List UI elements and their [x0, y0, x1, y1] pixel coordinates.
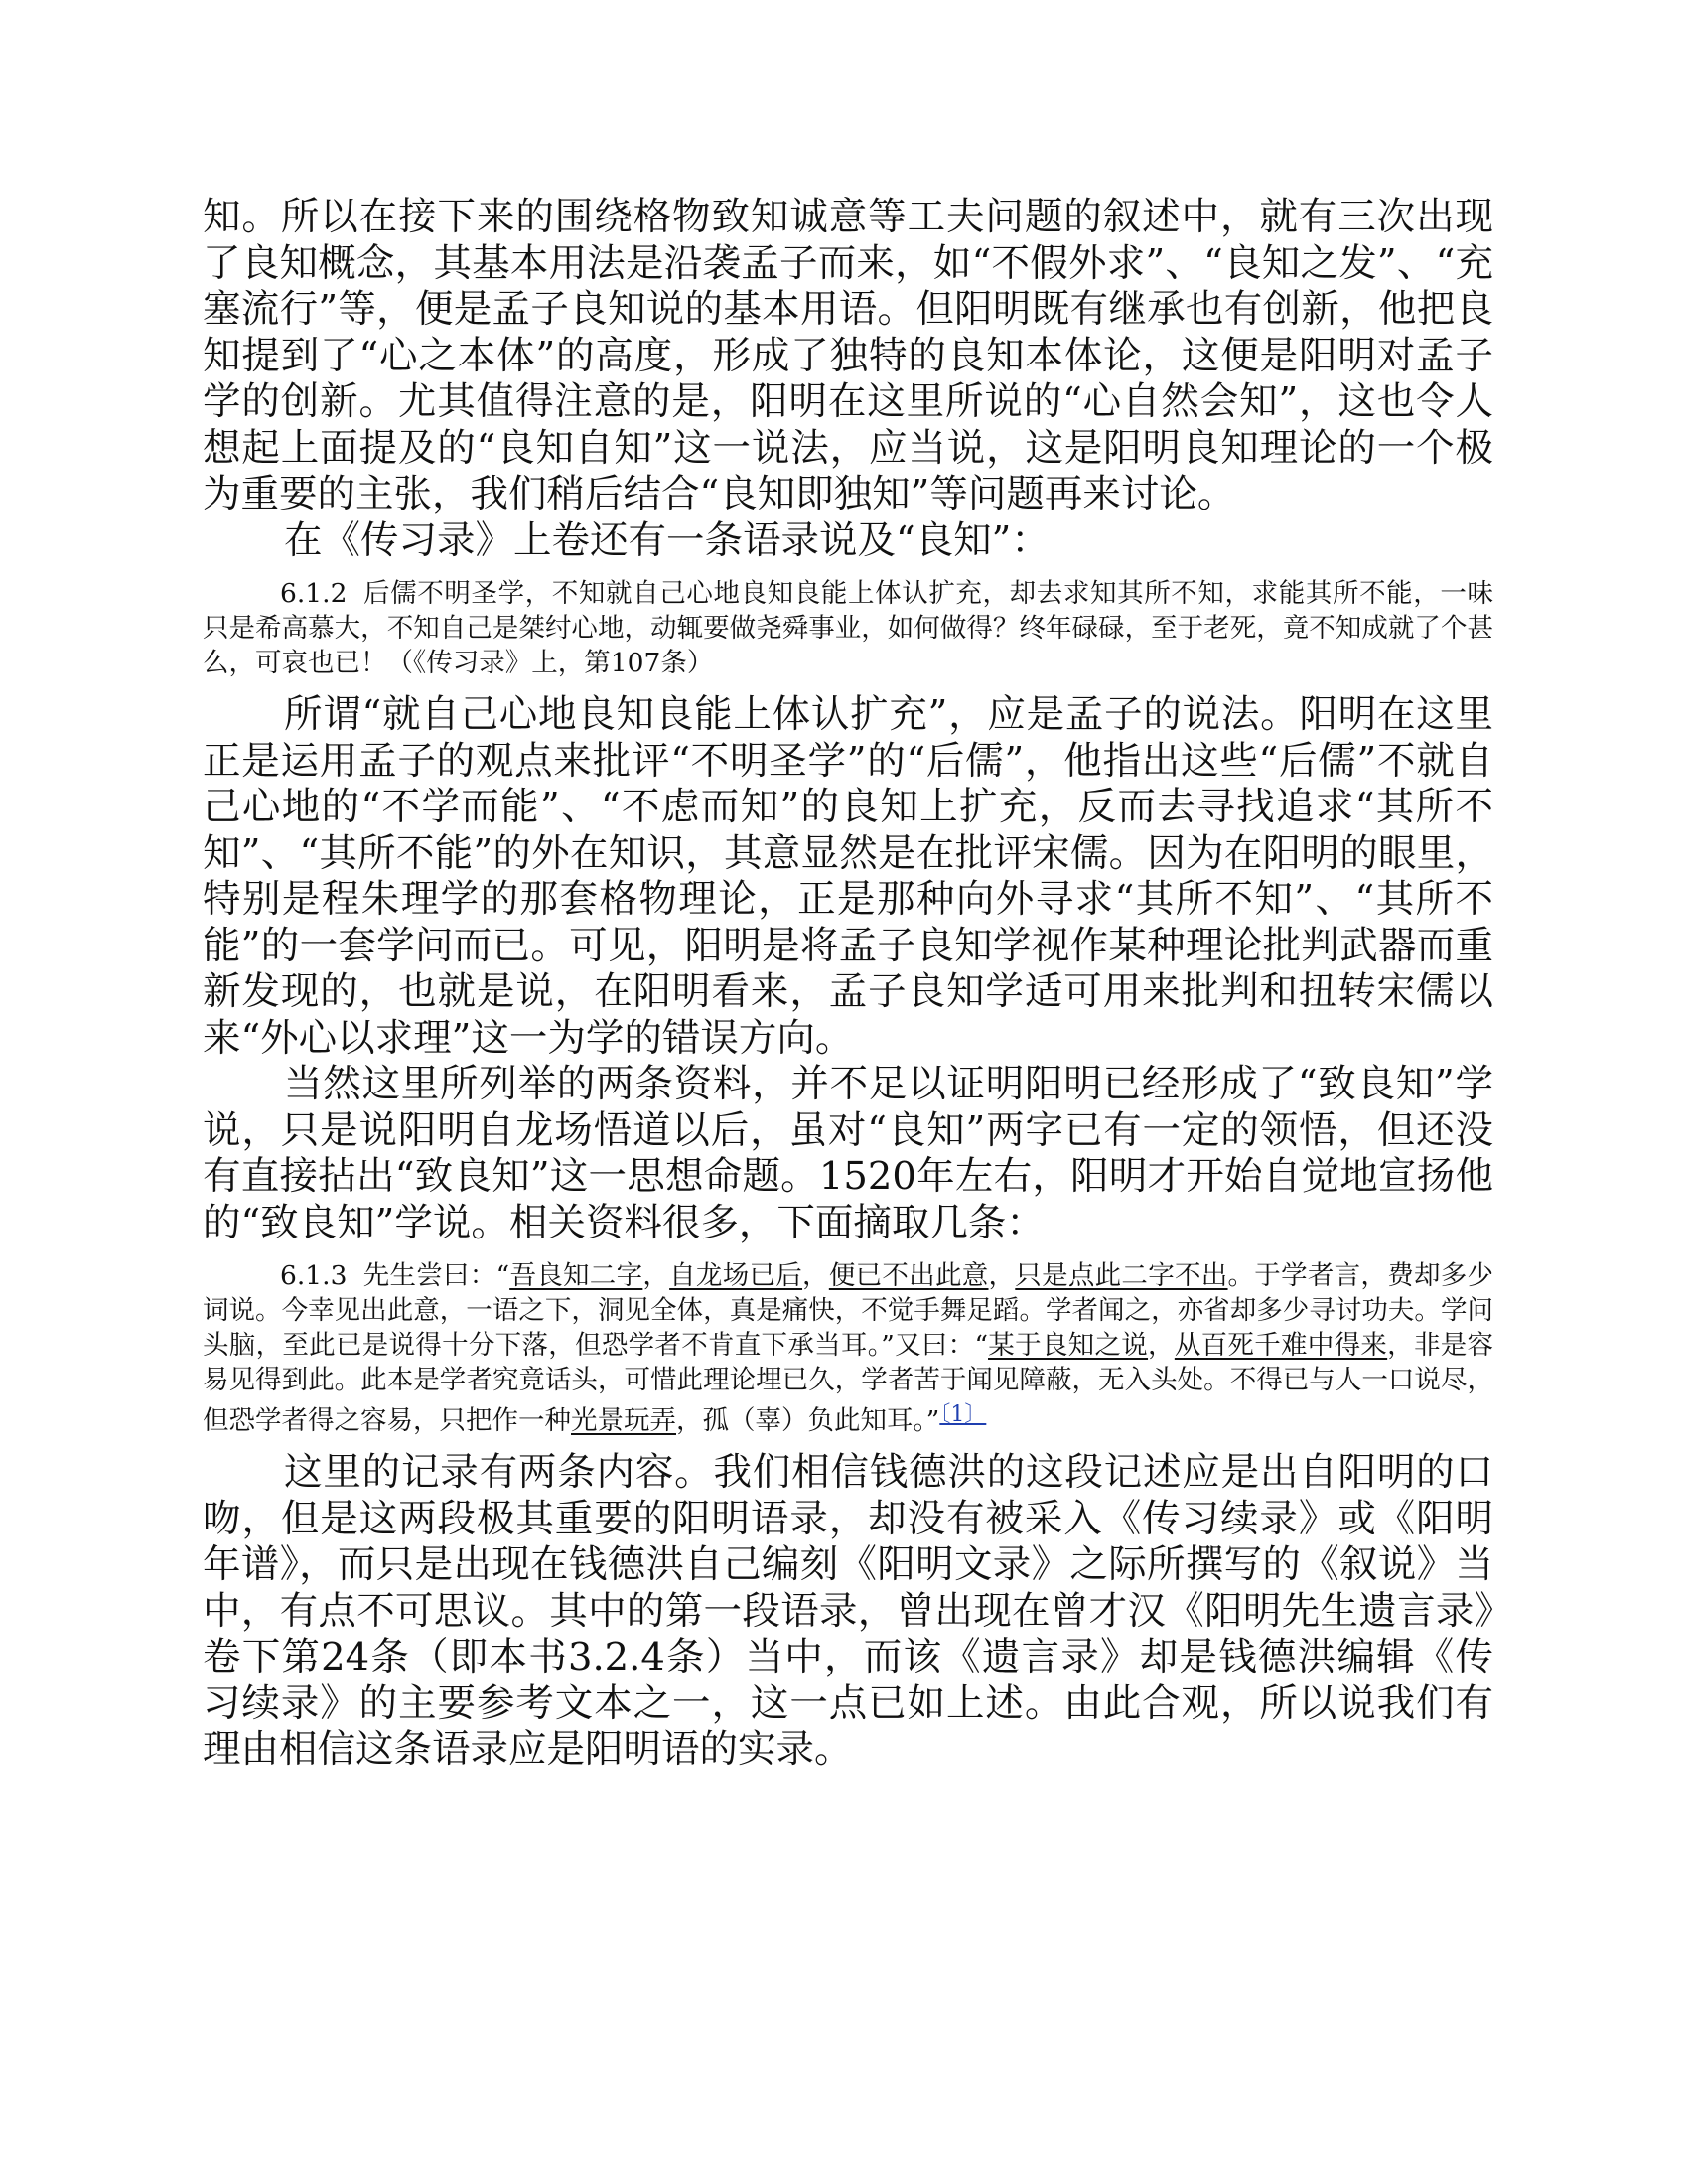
quote-text-segment: ，非是容易见得到此。此本是学者究竟话头，可惜此理论埋已久，学者苦于闻见障蔽，无入头处。不得已与人一口说尽，但恐学者得之容易，只把作一种 — [203, 1330, 1494, 1436]
quote-text-segment: ， — [1148, 1330, 1175, 1361]
quote-6-1-3 — [203, 1258, 1493, 1438]
quote-text-segment: ，孤（辜）负此知耳。” — [676, 1405, 940, 1436]
paragraph-1: 知。所以在接下来的围绕格物致知诚意等工夫问题的叙述中，就有三次出现了良知概念，其基本用法是沿袭孟子而来，如“不假外求”、“良知之发”、“充塞流行”等，便是孟子良知说的基本用语。但阳明既有继承也有创新，他把良知提到了“心之本体”的高度，形成了独特的良知本体论，这便是阳明对孟子学的创新。尤其值得注意的是，阳明在这里所说的“心自然会知”，这也令人想起上面提及的“良知自知”这一说法，应当说，这是阳明良知理论的一个极为重要的主张，我们稍后结合“良知即独知”等问题再来讨论。 — [203, 195, 1493, 516]
quote-6-1-2 — [203, 576, 1493, 680]
document-page — [203, 195, 1493, 1774]
quote-text-segment: 先生尝曰：“ — [362, 1260, 510, 1291]
underlined-phrase: 从百死千难中得来 — [1174, 1330, 1388, 1361]
underlined-phrase: 吾良知二字 — [509, 1260, 643, 1291]
paragraph-5: 这里的记录有两条内容。我们相信钱德洪的这段记述应是出自阳明的口吻，但是这两段极其重要的阳明语录，却没有被采入《传习续录》或《阳明年谱》，而只是出现在钱德洪自己编刻《阳明文录》之际所撰写的《叙说》当中，有点不可思议。其中的第一段语录，曾出现在曾才汉《阳明先生遗言录》卷下第24条（即本书3.2.4条）当中，而该《遗言录》却是钱德洪编辑《传习续录》的主要参考文本之一，这一点已如上述。由此合观，所以说我们有理由相信这条语录应是阳明语的实录。 — [203, 1450, 1493, 1772]
underlined-phrase: 自龙场已后 — [669, 1260, 803, 1291]
paragraph-2: 在《传习录》上卷还有一条语录说及“良知”： — [284, 517, 1050, 563]
paragraph-3: 所谓“就自己心地良知良能上体认扩充”，应是孟子的说法。阳明在这里正是运用孟子的观点来批评“不明圣学”的“后儒”，他指出这些“后儒”不就自己心地的“不学而能”、“不虑而知”的良知上扩充，反而去寻找追求“其所不知”、“其所不能”的外在知识，其意显然是在批评宋儒。因为在阳明的眼里，特别是程朱理学的那套格物理论，正是那种向外寻求“其所不知”、“其所不能”的一套学问而已。可见，阳明是将孟子良知学视作某种理论批判武器而重新发现的，也就是说，在阳明看来，孟子良知学适可用来批判和扭转宋儒以来“外心以求理”这一为学的错误方向。 — [203, 692, 1493, 1061]
quote-number: 6.1.3 — [280, 1260, 348, 1291]
quote-text-segment: ， — [642, 1260, 670, 1291]
quote-text-segment: 。于学者言，费却多少词说。今幸见出此意，一语之下，洞见全体，真是痛快，不觉手舞足蹈。学者闻之，亦省却多少寻讨功夫。学问头脑，至此已是说得十分下落，但恐学者不肯直下承当耳。”又曰：“ — [203, 1260, 1494, 1361]
underlined-phrase: 便已不出此意 — [828, 1260, 989, 1291]
underlined-phrase: 某于良知之说 — [988, 1330, 1149, 1361]
quote-number: 6.1.2 — [280, 578, 348, 609]
quote-text-segment: ， — [988, 1260, 1016, 1291]
paragraph-4: 当然这里所列举的两条资料，并不足以证明阳明已经形成了“致良知”学说，只是说阳明自龙场悟道以后，虽对“良知”两字已有一定的领悟，但还没有直接拈出“致良知”这一思想命题。1520年左右，阳明才开始自觉地宣扬他的“致良知”学说。相关资料很多，下面摘取几条： — [203, 1062, 1493, 1245]
quote-text: 后儒不明圣学，不知就自己心地良知良能上体认扩充，却去求知其所不知，求能其所不能，一味只是希高慕大，不知自己是桀纣心地，动辄要做尧舜事业，如何做得？终年碌碌，至于老死，竟不知成就了个甚么，可哀也已！（《传习录》上，第107条） — [203, 578, 1493, 678]
quote-text-segment: ， — [802, 1260, 829, 1291]
underlined-phrase: 只是点此二字不出 — [1015, 1260, 1228, 1291]
underlined-phrase: 光景玩弄 — [571, 1405, 676, 1436]
footnote-link[interactable]: 〔1〕 — [939, 1402, 987, 1427]
